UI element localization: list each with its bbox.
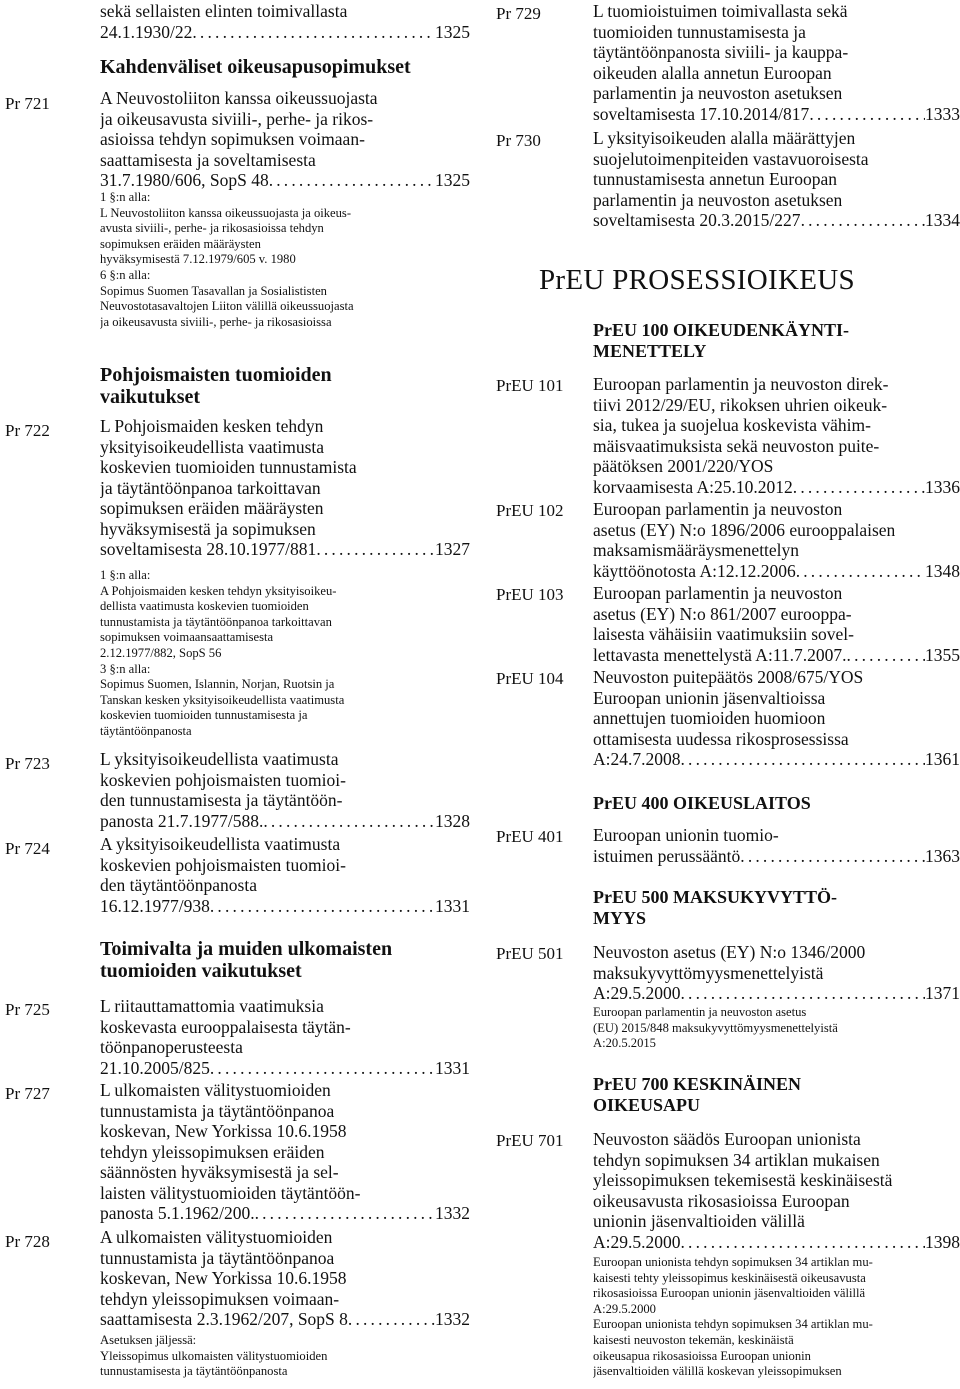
entry-code-preu701: PrEU 701 — [496, 1131, 564, 1150]
entry-last-line: saattamisesta 2.3.1962/207, SopS 8 . . . 1332 — [100, 1309, 470, 1330]
entry-pr725: L riitauttamattomia vaatimuksia koskevasta eurooppalaisesta täytän- töönpanoperusteesta 21.10.2005/825 . . . 1331 — [100, 996, 470, 1078]
page-number: 1333 — [925, 103, 960, 124]
entry-last-line: soveltamisesta 20.3.2015/227 . . . 1334 — [593, 210, 960, 231]
entry-pr722: L Pohjoismaiden kesken tehdyn yksityisoikeudellista vaatimusta koskevien tuomioiden tunnustamista ja täytäntöönpanoa tarkoittavan sopimuksen eräiden määräysten hyväksymisestä ja sopimuksen soveltamisesta 28.10.1977/881 . . . 1327 — [100, 416, 470, 560]
main-heading-procedure-law: PrEU PROSESSIOIKEUS — [539, 264, 855, 296]
entry-preu101: Euroopan parlamentin ja neuvoston direk- tiivi 2012/29/EU, rikoksen uhrien oikeuk- sia, tukea ja suojelua koskevista vähim- mäisvaatimuksista sekä neuvoston puite- päätöksen 2001/220/YOS korvaamisesta A:25.10.2012 . . . 1336 — [593, 374, 960, 497]
entry-pr721: A Neuvostoliiton kanssa oikeussuojasta ja oikeusavusta siviili-, perhe- ja rikos- asioissa tehdyn sopimuksen voimaan- saattamisesta ja soveltamisesta 31.7.1980/606, SopS 48 . . . 1325 — [100, 88, 470, 191]
entry-code-pr723: Pr 723 — [5, 754, 50, 773]
entry-code-preu104: PrEU 104 — [496, 669, 564, 688]
entry-code-preu101: PrEU 101 — [496, 376, 564, 395]
page-number: 1363 — [925, 845, 960, 866]
entry-code-pr721: Pr 721 — [5, 94, 50, 113]
page-number: 1355 — [925, 644, 960, 665]
notes-preu501: Euroopan parlamentin ja neuvoston asetus (EU) 2015/848 maksukyvyttömyysmenettelyistä A:20.5.2015 — [593, 1005, 838, 1051]
entry-preu701: Neuvoston säädös Euroopan unionista tehdyn sopimuksen 34 artiklan mukaisen yleissopimuksen tekemisestä keskinäisestä oikeusavusta rikosasioissa Euroopan unionin jäsenvaltioiden välillä A:29.5.2000 . . . 1398 — [593, 1129, 960, 1252]
entry-last-line: 16.12.1977/938 . . . 1331 — [100, 896, 470, 917]
entry-pr723: L yksityisoikeudellista vaatimusta koskevien pohjoismaisten tuomioi- den tunnustamisesta ja täytäntöön- panosta 21.7.1977/588. . . . 1328 — [100, 749, 470, 831]
entry-code-pr729: Pr 729 — [496, 4, 541, 23]
entry-last-line: soveltamisesta 17.10.2014/817 . . . 1333 — [593, 104, 960, 125]
entry-last-line: A:29.5.2000 . . . 1398 — [593, 1232, 960, 1253]
page-number: 1331 — [435, 1057, 470, 1078]
top-entry-line: 24.1.1930/22 . . . 1325 — [100, 22, 470, 43]
entry-last-line: panosta 21.7.1977/588. . . . 1328 — [100, 811, 470, 832]
entry-preu103: Euroopan parlamentin ja neuvoston asetus (EY) N:o 861/2007 eurooppa- laisesta vähäisiin vaatimuksiin sovel- lettavasta menettelystä A:11.7.2007. . . . 1355 — [593, 583, 960, 665]
heading-preu-500: PrEU 500 MAKSUKYVYTTÖ- MYYS — [593, 887, 837, 928]
page-number: 1325 — [435, 21, 470, 42]
entry-pr724: A yksityisoikeudellista vaatimusta koskevien pohjoismaisten tuomioi- den täytäntöönpanosta 16.12.1977/938 . . . 1331 — [100, 834, 470, 916]
entry-code-pr725: Pr 725 — [5, 1000, 50, 1019]
entry-last-line: lettavasta menettelystä A:11.7.2007. . . . 1355 — [593, 645, 960, 666]
page-number: 1328 — [435, 810, 470, 831]
page-number: 1327 — [435, 539, 470, 559]
page-number: 1361 — [925, 749, 960, 769]
page-number: 1336 — [925, 476, 960, 497]
heading-preu-400: PrEU 400 OIKEUSLAITOS — [593, 793, 811, 813]
entry-preu102: Euroopan parlamentin ja neuvoston asetus (EY) N:o 1896/2006 eurooppalaisen maksamismääräysmenettelyn käyttöönotosta A:12.12.2006 . . . 1348 — [593, 499, 960, 581]
notes-preu701: Euroopan unionista tehdyn sopimuksen 34 artiklan mu- kaisesti tehty yleissopimus keskinäisestä oikeusavusta rikosasioissa Euroopan unionin jäsenvaltioiden välillä A:29.5.2000 Euroopan unionista tehdyn sopimuksen 34 artiklan mu- kaisesti neuvoston tekemän, keskinäistä oikeusapua rikosasioissa Euroopan unionin jäsenvaltioiden välillä koskevan yleissopimuksen — [593, 1255, 873, 1379]
page-number: 1371 — [925, 983, 960, 1003]
entry-preu501: Neuvoston asetus (EY) N:o 1346/2000 maksukyvyttömyysmenettelyistä A:29.5.2000 . . . 1371 — [593, 942, 960, 1004]
entry-pr730: L yksityisoikeuden alalla määrättyjen suojelutoimenpiteiden vastavuoroisesta tunnustamisesta annetun Euroopan parlamentin ja neuvoston asetuksen soveltamisesta 20.3.2015/227 . . . 1334 — [593, 128, 960, 231]
page-number: 1348 — [925, 560, 960, 581]
entry-last-line: käyttöönotosta A:12.12.2006 . . . 1348 — [593, 561, 960, 582]
section-heading-bilateral: Kahdenväliset oikeusapusopimukset — [100, 56, 411, 78]
page-number: 1331 — [435, 895, 470, 916]
top-continuation: sekä sellaisten elinten toimivallasta 24.1.1930/22 . . . 1325 — [100, 1, 470, 42]
notes-pr721: 1 §:n alla: L Neuvostoliiton kanssa oikeussuojasta ja oikeus- avusta siviili-, perhe- ja rikosasioissa tehdyn sopimuksen eräiden määräysten hyväksymisestä 7.12.1979/605 v. 1980 6 §:n alla: Sopimus Suomen Tasavallan ja Sosialististen Neuvostotasavaltojen Liiton välillä oikeussuojasta ja oikeusavusta siviili-, perhe- ja rikosasioissa — [100, 190, 354, 329]
entry-last-line: 21.10.2005/825 . . . 1331 — [100, 1058, 470, 1079]
entry-last-line: istuimen perussääntö . . . 1363 — [593, 846, 960, 867]
page-number: 1332 — [435, 1309, 470, 1329]
entry-code-preu401: PrEU 401 — [496, 827, 564, 846]
notes-pr728: Asetuksen jäljessä: Yleissopimus ulkomaisten välitystuomioiden tunnustamisesta ja täytäntöönpanosta — [100, 1333, 328, 1379]
entry-last-line: panosta 5.1.1962/200. . . . 1332 — [100, 1203, 470, 1224]
entry-code-pr722: Pr 722 — [5, 421, 50, 440]
entry-code-pr724: Pr 724 — [5, 839, 50, 858]
page-number: 1334 — [925, 210, 960, 230]
notes-pr722: 1 §:n alla: A Pohjoismaiden kesken tehdyn yksityisoikeu- dellista vaatimusta koskevien tuomioiden tunnustamista ja täytäntöönpanoa tarkoittavan sopimuksen voimaansaattamisesta 2.12.1977/882, SopS 56 3 §:n alla: Sopimus Suomen, Islannin, Norjan, Ruotsin ja Tanskan kesken yksityisoikeudellista vaatimusta koskevien tuomioiden tunnustamisesta ja täytäntöönpanosta — [100, 568, 345, 738]
entry-pr729: L tuomioistuimen toimivallasta sekä tuomioiden tunnustamisesta ja täytäntöönpanosta siviili- ja kauppa- oikeuden alalla annetun Euroopan parlamentin ja neuvoston asetuksen soveltamisesta 17.10.2014/817 . . . 1333 — [593, 1, 960, 124]
entry-last-line: A:29.5.2000 . . . 1371 — [593, 983, 960, 1004]
entry-last-line: soveltamisesta 28.10.1977/881 . . . 1327 — [100, 539, 470, 560]
entry-last-line: korvaamisesta A:25.10.2012 . . . 1336 — [593, 477, 960, 498]
entry-preu104: Neuvoston puitepäätös 2008/675/YOS Euroopan unionin jäsenvaltioissa annettujen tuomioiden huomioon ottamisesta uudessa rikosprosessissa A:24.7.2008 . . . 1361 — [593, 667, 960, 770]
entry-code-preu103: PrEU 103 — [496, 585, 564, 604]
page-number: 1325 — [435, 170, 470, 190]
entry-pr727: L ulkomaisten välitystuomioiden tunnustamista ja täytäntöönpanoa koskevan, New Yorkissa 10.6.1958 tehdyn yleissopimuksen eräiden säännösten hyväksymisestä ja sel- laisten välitystuomioiden täytäntöön- panosta 5.1.1962/200. . . . 1332 — [100, 1080, 470, 1224]
entry-last-line: A:24.7.2008 . . . 1361 — [593, 749, 960, 770]
entry-last-line: 31.7.1980/606, SopS 48 . . . 1325 — [100, 170, 470, 191]
entry-pr728: A ulkomaisten välitystuomioiden tunnustamista ja täytäntöönpanoa koskevan, New Yorkissa 10.6.1958 tehdyn yleissopimuksen voimaan- saattamisesta 2.3.1962/207, SopS 8 . . . 1332 — [100, 1227, 470, 1330]
section-heading-nordic: Pohjoismaisten tuomioiden vaikutukset — [100, 364, 332, 408]
entry-code-pr727: Pr 727 — [5, 1084, 50, 1103]
entry-preu401: Euroopan unionin tuomio- istuimen perussääntö . . . 1363 — [593, 825, 960, 866]
section-heading-jurisdiction: Toimivalta ja muiden ulkomaisten tuomioiden vaikutukset — [100, 938, 393, 982]
entry-code-pr730: Pr 730 — [496, 131, 541, 150]
heading-preu-700: PrEU 700 KESKINÄINEN OIKEUSAPU — [593, 1074, 802, 1115]
entry-code-pr728: Pr 728 — [5, 1232, 50, 1251]
entry-code-preu102: PrEU 102 — [496, 501, 564, 520]
page-number: 1332 — [435, 1203, 470, 1223]
page-number: 1398 — [925, 1231, 960, 1252]
entry-code-preu501: PrEU 501 — [496, 944, 564, 963]
heading-preu-100: PrEU 100 OIKEUDENKÄYNTI- MENETTELY — [593, 320, 850, 361]
